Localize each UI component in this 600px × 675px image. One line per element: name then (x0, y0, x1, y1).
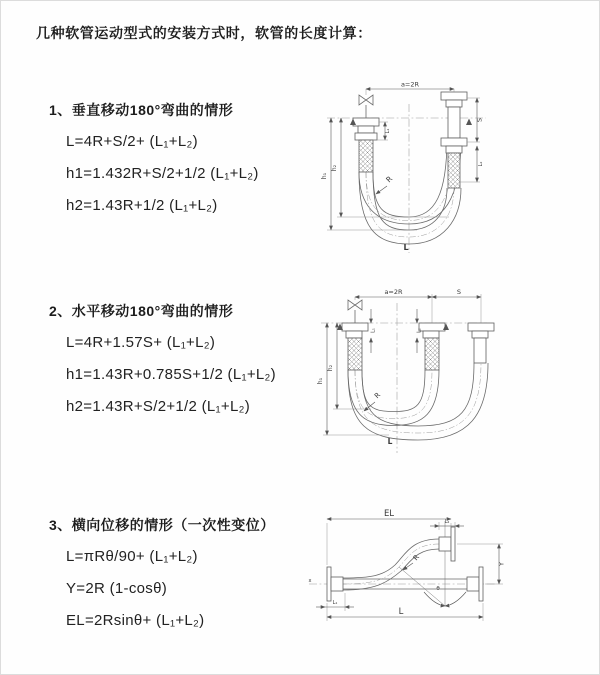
dim-label-h2: h₂ (327, 364, 334, 372)
left-flange-fitting (342, 323, 368, 370)
angle-construction (399, 521, 466, 606)
dimensions (317, 288, 481, 435)
right-flange-fitting-lower (441, 138, 467, 188)
formula-h2: h2=1.43R+1/2 (L₁+L₂) (66, 196, 218, 214)
formula-L: L=πRθ/90+ (L₁+L₂) (66, 547, 198, 565)
callouts (376, 174, 409, 252)
dim-label-s: S (456, 288, 462, 296)
dim-label-l: L (398, 607, 404, 617)
section-3-heading: 3、横向位移的情形（一次性变位） (49, 517, 275, 533)
dim-label-l1: L₁ (385, 128, 391, 134)
centerlines (327, 104, 486, 253)
theta-label: θ (436, 586, 440, 592)
valve-icon (348, 297, 362, 323)
length-label: L (387, 437, 393, 446)
section-1-heading: 1、垂直移动180°弯曲的情形 (49, 102, 234, 118)
axis-marker: x (308, 578, 312, 584)
hose-s-curve-displaced (343, 539, 439, 590)
dim-label-y: Y (497, 562, 506, 566)
formula-h1: h1=1.43R+0.785S+1/2 (L₁+L₂) (66, 365, 276, 383)
callouts (364, 391, 393, 446)
dim-label-s: S (475, 117, 484, 123)
page-title: 几种软管运动型式的安装方式时，软管的长度计算： (36, 25, 372, 41)
dim-label-h1: h₁ (321, 172, 328, 180)
dim-label-el: EL (383, 509, 395, 519)
right-flange-fitting-moved (468, 323, 494, 363)
hose-position-lower (359, 172, 461, 244)
radius-label: R (411, 553, 422, 563)
section-2-heading: 2、水平移动180°弯曲的情形 (49, 303, 234, 319)
hose-position-near (348, 370, 439, 426)
radius-label: R (384, 174, 395, 185)
dimensions (316, 509, 506, 621)
formula-L: L=4R+S/2+ (L₁+L₂) (66, 132, 198, 150)
dim-label-l2: L₂ (478, 161, 484, 167)
middle-flange-fitting (416, 323, 445, 370)
left-flange (327, 567, 343, 601)
dim-label-l1: L₁ (370, 328, 377, 333)
valve-icon (359, 89, 373, 118)
dim-label-l1: L₁ (332, 600, 338, 606)
callouts (403, 553, 421, 570)
formula-h1: h1=1.432R+S/2+1/2 (L₁+L₂) (66, 164, 259, 182)
left-flange-fitting (353, 118, 379, 172)
dim-label-l2: L₂ (416, 328, 423, 333)
diagram-vertical-180-bend (309, 76, 599, 256)
lower-right-flange (467, 567, 483, 601)
formula-L: L=4R+1.57S+ (L₁+L₂) (66, 333, 216, 351)
hose-position-far (348, 363, 488, 440)
dim-label-a2r: a=2R (400, 80, 420, 89)
section-lateral-displacement (49, 515, 275, 636)
formula-Y: Y=2R (1-cosθ) (66, 579, 168, 597)
section-vertical-movement (49, 100, 259, 221)
right-flange-fitting-upper (441, 92, 467, 138)
length-label: L (403, 243, 409, 252)
dim-label-a2r: a=2R (384, 288, 403, 296)
dim-label-l2: L₂ (444, 519, 450, 525)
radius-label: R (373, 391, 383, 401)
dim-label-h2: h₂ (331, 164, 338, 172)
upper-right-flange (439, 527, 455, 561)
section-horizontal-movement (49, 301, 276, 422)
dim-label-h1: h₁ (317, 377, 324, 385)
diagram-lateral-displacement (299, 499, 599, 644)
formula-EL: EL=2Rsinθ+ (L₁+L₂) (66, 611, 205, 629)
diagram-horizontal-180-bend (309, 283, 599, 458)
formula-h2: h2=1.43R+S/2+1/2 (L₁+L₂) (66, 397, 251, 415)
